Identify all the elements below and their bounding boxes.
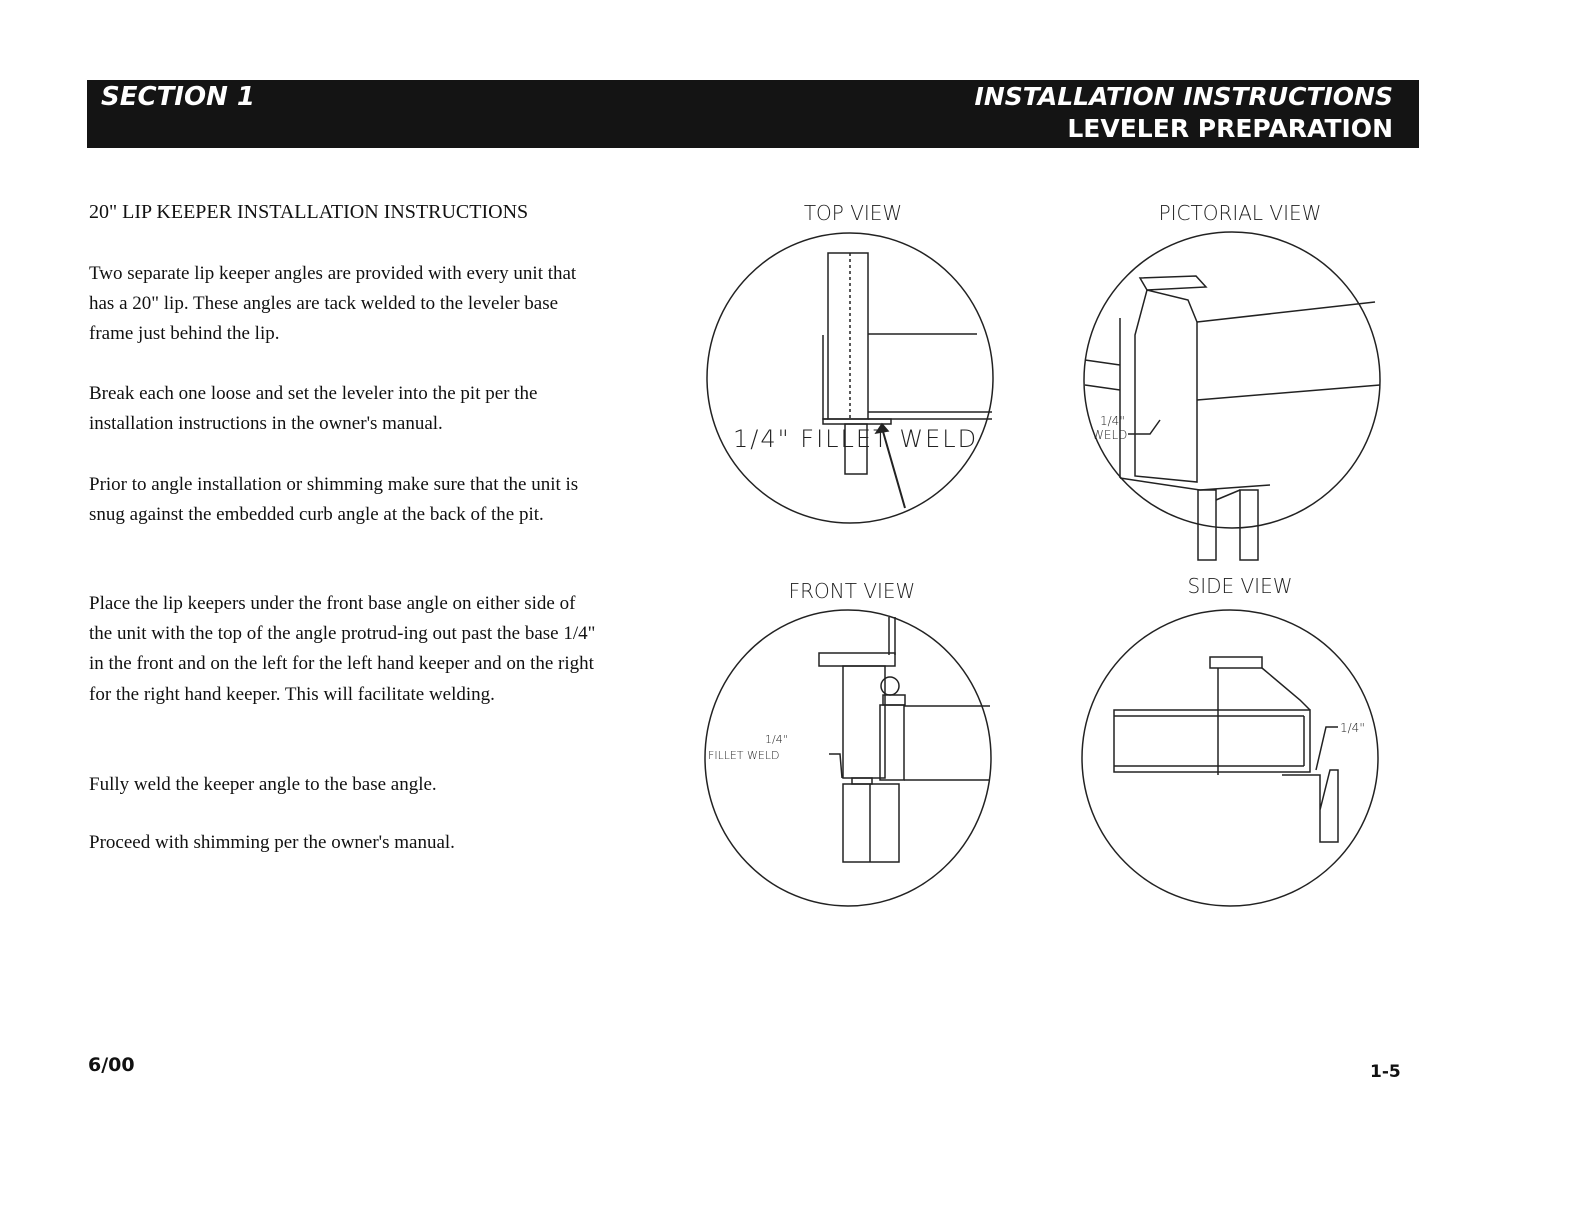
pictorial-view-figure — [1084, 201, 1380, 560]
paragraph: Place the lip keepers under the front base angle on either side of the unit with the top of the angle protrud-ing out past the base 1/4" in the front and on the left for the left hand keeper and on the right for the right hand keeper. This will facilitate welding. — [89, 593, 596, 705]
paragraph: Prior to angle installation or shimming make sure that the unit is snug against the embedded curb angle at the back of the pit. — [89, 474, 579, 526]
top-view-weld-label: 1/4" FILLET WELD — [733, 425, 979, 453]
side-view-circle — [1082, 610, 1378, 906]
header-title: INSTALLATION INSTRUCTIONS — [974, 82, 1393, 111]
section-label: SECTION 1 — [101, 82, 255, 112]
paragraph: Two separate lip keeper angles are provided with every unit that has a 20" lip. These angles are tack welded to the leveler base frame just behind the lip. — [89, 263, 577, 345]
page-heading: 20" LIP KEEPER INSTALLATION INSTRUCTIONS — [89, 201, 529, 223]
front-weld-label-2: FILLET WELD — [708, 749, 780, 762]
front-view-cap — [819, 653, 895, 666]
front-weld-label-1: 1/4" — [765, 733, 788, 746]
top-view-title: TOP VIEW — [803, 201, 903, 225]
pictorial-view-circle — [1084, 232, 1380, 528]
header-subtitle: LEVELER PREPARATION — [1067, 114, 1393, 143]
front-view-figure — [705, 579, 991, 906]
page-number: 1-5 — [1370, 1062, 1401, 1082]
pictorial-weld-label-1: 1/4" — [1100, 414, 1125, 428]
paragraph: Break each one loose and set the leveler into the pit per the installation instructions in the owner's manual. — [89, 383, 538, 435]
footer-date: 6/00 — [88, 1054, 135, 1076]
front-view-keeper — [843, 784, 899, 862]
side-view-cap — [1210, 657, 1262, 668]
side-view-beam — [1114, 710, 1310, 772]
paragraph: Proceed with shimming per the owner's manual. — [89, 832, 455, 853]
side-view-figure — [1082, 574, 1378, 906]
side-weld-label: 1/4" — [1340, 721, 1365, 735]
front-view-title: FRONT VIEW — [788, 579, 916, 603]
top-view-figure — [707, 201, 993, 523]
paragraph: Fully weld the keeper angle to the base angle. — [89, 774, 437, 795]
top-view-circle — [707, 233, 993, 523]
top-view-plate — [828, 253, 868, 419]
side-view-title: SIDE VIEW — [1187, 574, 1293, 598]
pictorial-view-title: PICTORIAL VIEW — [1158, 201, 1322, 225]
pictorial-weld-label-2: WELD — [1092, 428, 1128, 442]
pictorial-keeper-top — [1140, 276, 1206, 290]
